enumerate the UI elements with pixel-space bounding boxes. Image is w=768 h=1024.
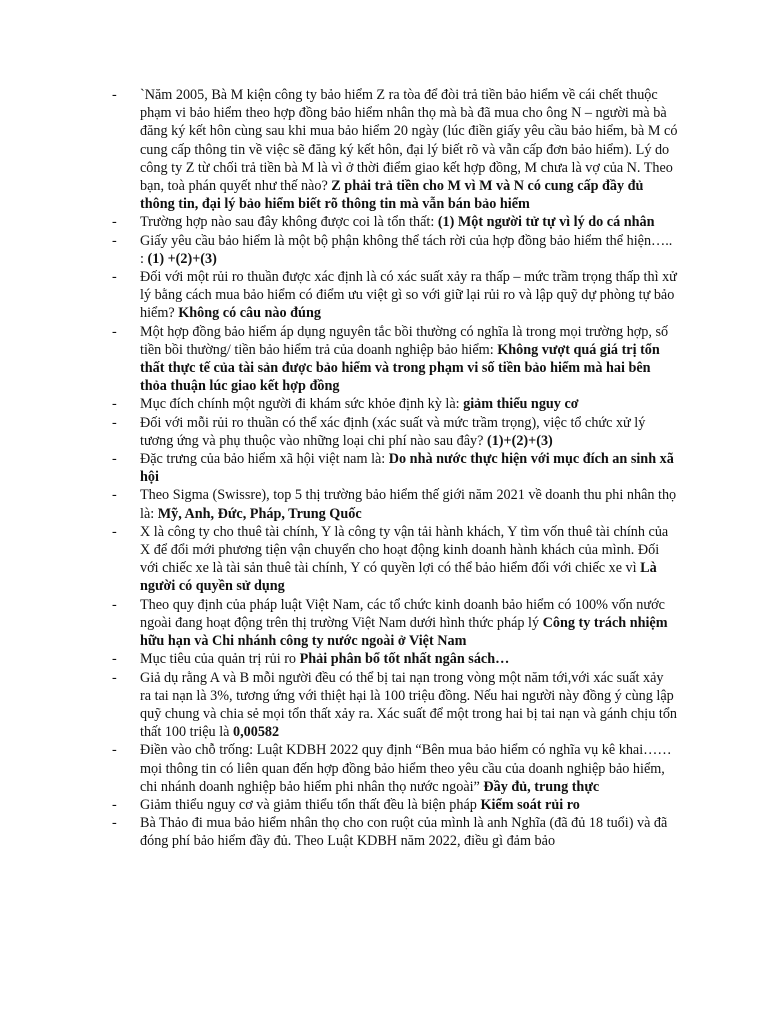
list-item <box>0 650 768 668</box>
answer-text: Không có câu nào đúng <box>178 305 321 322</box>
bullet-dash: - <box>112 742 117 759</box>
question-text: Giả dụ rằng A và B mỗi người đều có thể bị tai nạn trong vòng một năm tới,với xác suất xảy ra tai nạn là 3%, tương ứng với thiệt hại là 100 triệu đồng. Nếu hai người này đồng ý cùng lập quỹ chung và chia sẻ mọi tổn thất xảy ra. Xác suất để một trong hai bị tai nạn và gánh chịu tổn thất 100 triệu là <box>140 669 678 741</box>
bullet-dash: - <box>112 651 117 668</box>
bullet-dash: - <box>112 414 117 431</box>
bullet-dash: - <box>112 669 117 686</box>
question-text: Bà Thảo đi mua bảo hiểm nhân thọ cho con ruột của mình là anh Nghĩa (đã đủ 18 tuổi) và đã đóng phí bảo hiểm đầy đủ. Theo Luật KDBH năm 2022, điều gì đảm bảo <box>140 815 668 850</box>
question-text: Mục tiêu của quản trị rủi ro <box>140 651 300 668</box>
bullet-dash: - <box>112 596 117 613</box>
question-text: Một hợp đồng bảo hiểm áp dụng nguyên tắc bồi thường có nghĩa là trong mọi trường hợp, số tiền bồi thường/ tiền bảo hiểm trả của doanh nghiệp bảo hiểm: <box>140 323 669 358</box>
answer-text: Công ty trách nhiệm hữu hạn và Chi nhánh công ty nước ngoài ở Việt Nam <box>140 614 668 650</box>
question-text: Trường hợp nào sau đây không được coi là tổn thất: <box>140 214 438 231</box>
list-item <box>0 323 768 396</box>
answer-text: Mỹ, Anh, Đức, Pháp, Trung Quốc <box>157 505 362 522</box>
bullet-dash: - <box>112 323 117 340</box>
answer-text: Là người có quyền sử dụng <box>140 560 657 595</box>
answer-text: Do nhà nước thực hiện với mục đích an sinh xã hội <box>140 451 674 486</box>
answer-text: 0,00582 <box>232 724 280 741</box>
list-item <box>0 232 768 268</box>
bullet-dash: - <box>112 232 117 249</box>
answer-text: Z phải trả tiền cho M vì M và N có cung cấp đầy đủ thông tin, đại lý bảo hiểm biết rõ thông tin mà vẫn bán bảo hiểm <box>140 178 644 213</box>
list-item <box>0 268 768 323</box>
bullet-dash: - <box>112 396 117 413</box>
list-item <box>0 814 768 850</box>
list-item <box>0 596 768 651</box>
answer-text: (1) +(2)+(3) <box>147 250 217 267</box>
list-item <box>0 395 768 413</box>
question-list <box>0 86 768 851</box>
bullet-dash: - <box>112 451 117 468</box>
answer-text: (1) Một người tử tự vì lý do cá nhân <box>437 214 655 231</box>
bullet-dash: - <box>112 87 117 103</box>
answer-text: Phải phân bổ tốt nhất ngân sách… <box>299 651 510 668</box>
question-text: Giấy yêu cầu bảo hiểm là một bộ phận không thể tách rời của hợp đồng bảo hiểm thể hiện….. : <box>140 232 673 267</box>
question-text: Đặc trưng của bảo hiểm xã hội việt nam là: <box>140 451 389 468</box>
list-item <box>0 213 768 231</box>
answer-text: Không vượt quá giá trị tổn thất thực tế của tài sản được bảo hiểm và trong phạm vi số tiền bảo hiểm mà hai bên thỏa thuận lúc giao kết hợp đồng <box>140 341 660 395</box>
question-text: Điền vào chỗ trống: Luật KDBH 2022 quy định “Bên mua bảo hiểm có nghĩa vụ kê khai…… mọi thông tin có liên quan đến hợp đồng bảo hiểm theo yêu cầu của doanh nghiệp bảo hiểm, chi nhánh doanh nghiệp bảo hiểm phi nhân thọ nước ngoài” <box>140 742 672 795</box>
question-text: Theo quy định của pháp luật Việt Nam, các tổ chức kinh doanh bảo hiểm có 100% vốn nước ngoài đang hoạt động trên thị trường Việt Nam dưới hình thức pháp lý <box>140 596 665 631</box>
bullet-dash: - <box>112 269 117 286</box>
list-item <box>0 414 768 450</box>
answer-text: Kiểm soát rủi ro <box>480 796 580 813</box>
question-text: Mục đích chính một người đi khám sức khỏe định kỳ là: <box>140 396 464 413</box>
answer-text: Đầy đủ, trung thực <box>483 778 600 795</box>
bullet-dash: - <box>112 523 117 540</box>
bullet-dash: - <box>112 815 117 832</box>
question-text: `Năm 2005, Bà M kiện công ty bảo hiểm Z ra tòa để đòi trả tiền bảo hiểm về cái chết thuộc phạm vi bảo hiểm theo hợp đồng bảo hiểm nhân thọ mà bà đã mua cho ông N – người mà bà đăng ký kết hôn cùng sau khi mua bảo hiểm 20 ngày (lúc điền giấy yêu cầu bảo hiểm, bà M có cung cấp thông tin về việc sẽ đăng ký kết hôn, đại lý biết rõ và vẫn cấp đơn bảo hiểm). Lý do công ty Z từ chối trả tiền bà M là vì ở thời điểm giao kết hợp đồng, M chưa là vợ của N. Theo bạn, toà phán quyết như thế nào? <box>140 87 678 195</box>
list-item <box>0 486 768 522</box>
answer-text: giảm thiểu nguy cơ <box>463 396 579 413</box>
question-text: X là công ty cho thuê tài chính, Y là công ty vận tải hành khách, Y tìm vốn thuê tài chính của X để đổi mới phương tiện vận chuyển cho hoạt động kinh doanh hành khách của mình. Đối với chiếc xe là tài sản thuê tài chính, Y có quyền lợi có thể bảo hiểm đối với chiếc xe vì <box>140 523 669 577</box>
list-item <box>0 450 768 486</box>
answer-text: (1)+(2)+(3) <box>486 432 553 449</box>
list-item <box>0 796 768 814</box>
list-item <box>0 86 768 213</box>
question-text: Theo Sigma (Swissre), top 5 thị trường bảo hiểm thế giới năm 2021 về doanh thu phi nhân thọ là: <box>140 487 677 522</box>
question-text: Đối với mỗi rủi ro thuần có thể xác định (xác suất và mức trầm trọng), việc tổ chức xử lý tương ứng và phụ thuộc vào những loại chi phí nào sau đây? <box>140 414 646 449</box>
list-item <box>0 523 768 596</box>
bullet-dash: - <box>112 487 117 504</box>
list-item <box>0 741 768 796</box>
question-text: Giảm thiểu nguy cơ và giảm thiểu tổn thất đều là biện pháp <box>140 796 481 813</box>
list-item <box>0 669 768 742</box>
bullet-dash: - <box>112 796 117 813</box>
bullet-dash: - <box>112 214 117 231</box>
question-text: Đối với một rủi ro thuần được xác định là có xác suất xảy ra thấp – mức trầm trọng thấp thì xử lý bằng cách mua bảo hiểm có điểm ưu việt gì so với giữ lại rủi ro và lập quỹ dự phòng tự bảo hiểm? <box>140 269 677 322</box>
